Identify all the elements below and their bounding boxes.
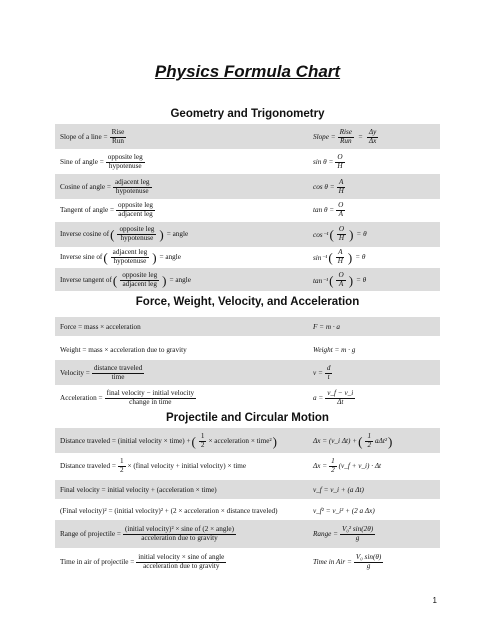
formula-row-final-velocity [60,480,438,500]
formula-row-time-in-air [60,552,438,572]
fraction-denominator: g [355,533,360,542]
symbolic-formula: F = m · a [313,323,341,331]
fraction-numerator: A [338,177,344,186]
symbolic-formula: (v_f + v_i) · Δt [338,462,382,470]
formula-row-final-velocity-squared [60,501,438,521]
fraction-denominator: hypotenuse [113,256,147,265]
section-heading-geometry: Geometry and Trigonometry [170,108,325,120]
fraction-numerator: opposite leg [107,152,143,161]
formula-label: Tangent of angle = [60,206,115,214]
fraction-numerator: 1 [331,456,335,465]
fraction-denominator: H [337,161,343,170]
symbolic-lhs: Time in Air = [313,558,352,566]
formula-label: Range of projectile = [60,530,121,538]
symbolic-lhs: v = [313,369,323,377]
fraction-denominator: hypotenuse [120,233,154,242]
formula-text: Force = mass × acceleration [60,323,141,331]
formula-row-cosine [60,177,438,197]
formula-label: Slope of a line = [60,133,108,141]
fraction-numerator: A [338,247,343,256]
fraction-denominator: A [338,279,344,288]
formula-row-weight [60,340,438,360]
fraction-denominator: change in time [129,397,172,406]
symbolic-result: = θ [356,276,367,284]
symbolic-formula: Δx = [313,462,328,470]
formula-text: Distance traveled = (initial velocity × time) + [60,437,191,445]
fraction-numerator: adjacent leg [114,177,150,186]
fraction-denominator: A [338,209,343,218]
fraction-denominator: acceleration due to gravity [143,561,220,570]
symbolic-lhs: Slope = [313,133,336,141]
fraction-denominator: Δx [368,136,377,145]
symbolic-lhs: sin⁻¹ [313,253,328,262]
formula-row-tangent [60,200,438,220]
formula-row-distance-2 [60,456,438,476]
formula-text: (Final velocity)² = (initial velocity)² + (2 × acceleration × distance traveled) [60,507,278,515]
formula-row-distance-1: Distance traveled = (initial velocity × time) + ( $\frac{1}{2}$ × acceleration × time² ) Δx = (v_i Δt) + ( $\frac{1}{2}$ aΔt² ) [60,431,393,449]
fraction-denominator: 2 [331,465,335,474]
formula-label: Inverse tangent of [60,276,112,284]
fraction-denominator: time [111,372,125,381]
symbolic-lhs: a = [313,394,324,402]
fraction-denominator: hypotenuse [115,186,149,195]
fraction-denominator: Run [111,136,124,145]
formula-label: Sine of angle = [60,158,104,166]
formula-row-force [60,317,438,337]
formula-label: Cosine of angle = [60,183,111,191]
fraction-numerator: initial velocity × sine of angle [138,552,225,561]
fraction-denominator: acceleration due to gravity [141,533,218,542]
formula-text: × (final velocity + initial velocity) × time [127,462,247,470]
symbolic-formula: Δx = (v_i Δt) + [313,437,358,445]
symbolic-formula: v_f² = v_i² + (2 a Δx) [313,507,375,515]
fraction-numerator: d [326,363,331,372]
fraction-numerator: V₀ sin(θ) [355,552,382,561]
fraction-numerator: Rise [339,127,352,136]
fraction-denominator: Run [340,136,352,145]
fraction-numerator: opposite leg [122,270,158,279]
formula-label: Time in air of projectile = [60,558,135,566]
fraction-numerator: distance traveled [93,363,143,372]
formula-row-sine [60,152,438,172]
fraction-denominator: g [366,561,371,570]
formula-label: Inverse sine of [60,253,103,261]
fraction-denominator: hypotenuse [108,161,142,170]
symbolic-lhs: cos⁻¹ [313,230,329,239]
fraction-denominator: adjacent leg [122,279,157,288]
fraction-numerator: final velocity − initial velocity [106,388,195,397]
formula-label: Velocity = [60,369,90,377]
fraction-denominator: Δt [337,397,344,406]
fraction-numerator: O [337,152,343,161]
formula-row-velocity [60,363,438,383]
formula-label: Inverse cosine of [60,230,110,238]
fraction-numerator: Rise [111,127,125,136]
formula-result: = angle [166,230,189,238]
section-heading-force: Force, Weight, Velocity, and Acceleration [135,296,360,308]
fraction-denominator: 2 [119,465,124,474]
fraction-numerator: V₀² sin(2θ) [342,524,374,533]
fraction-numerator: (initial velocity)² × sine of (2 × angle) [124,524,234,533]
fraction-denominator: H [338,233,345,242]
fraction-numerator: 1 [367,431,372,440]
fraction-denominator: H [337,256,343,265]
formula-text: Final velocity = initial velocity + (acceleration × time) [60,486,217,494]
formula-row-inverse-tangent: Inverse tangent of ( $\frac{\text{opposite leg}}{\text{adjacent leg}}$ ) = angle tan⁻¹ ( $\frac{O}{A}$ ) = θ [60,270,367,288]
formula-text: × acceleration × time² [208,437,272,445]
formula-text: Distance traveled = [60,462,116,470]
fraction-numerator: Δy [368,127,377,136]
formula-label: Acceleration = [60,394,103,402]
fraction-denominator: 2 [200,440,205,449]
formula-text: Weight = mass × acceleration due to gravity [60,346,187,354]
fraction-denominator: 2 [367,440,372,449]
fraction-numerator: 1 [119,456,124,465]
fraction-numerator: O [338,200,344,209]
symbolic-lhs: tan θ = [313,206,335,214]
fraction-numerator: opposite leg [118,200,153,209]
formula-row-inverse-sine: Inverse sine of ( $\frac{\text{adjacent leg}}{\text{hypotenuse}}$ ) = angle sin⁻¹ ( $\frac{A}{H}$ ) = θ [60,247,366,265]
fraction-numerator: opposite leg [119,224,155,233]
formula-row-acceleration [60,388,438,408]
page-title: Physics Formula Chart [154,62,341,81]
symbolic-formula: v_f = v_i + (a Δt) [313,486,364,494]
formula-row-inverse-cosine: Inverse cosine of ( $\frac{\text{opposite leg}}{\text{hypotenuse}}$ ) = angle cos⁻¹ ( $\frac{O}{H}$ ) = θ [60,224,367,242]
symbolic-result: = θ [355,253,366,261]
symbolic-formula: Weight = m · g [313,346,356,354]
formula-row-range [60,524,438,544]
symbolic-lhs: sin θ = [313,158,334,166]
fraction-numerator: O [338,224,345,233]
symbolic-lhs: Range = [313,530,339,538]
fraction-numerator: v_f − v_i [327,388,354,397]
fraction-denominator: adjacent leg [118,209,153,218]
formula-result: = angle [169,276,191,284]
fraction-denominator: t [327,372,330,381]
section-heading-projectile: Projectile and Circular Motion [166,412,329,424]
fraction-numerator: 1 [200,431,205,440]
fraction-denominator: H [338,186,344,195]
formula-result: = angle [159,253,181,261]
symbolic-result: = θ [356,230,367,238]
symbolic-lhs: tan⁻¹ [313,276,329,285]
page-number: 1 [432,596,437,605]
fraction-numerator: O [338,270,344,279]
formula-row-slope: Slope of a line = $\frac{\text{Rise}}{\text{Run}}$ Slope = $\frac{\text{Rise}}{\text{Run}}$ = $\frac{\Delta y}{\Delta x}$ [60,127,377,145]
symbolic-formula: aΔt² [375,437,387,445]
fraction-numerator: adjacent leg [112,247,148,256]
symbolic-lhs: cos θ = [313,183,335,191]
